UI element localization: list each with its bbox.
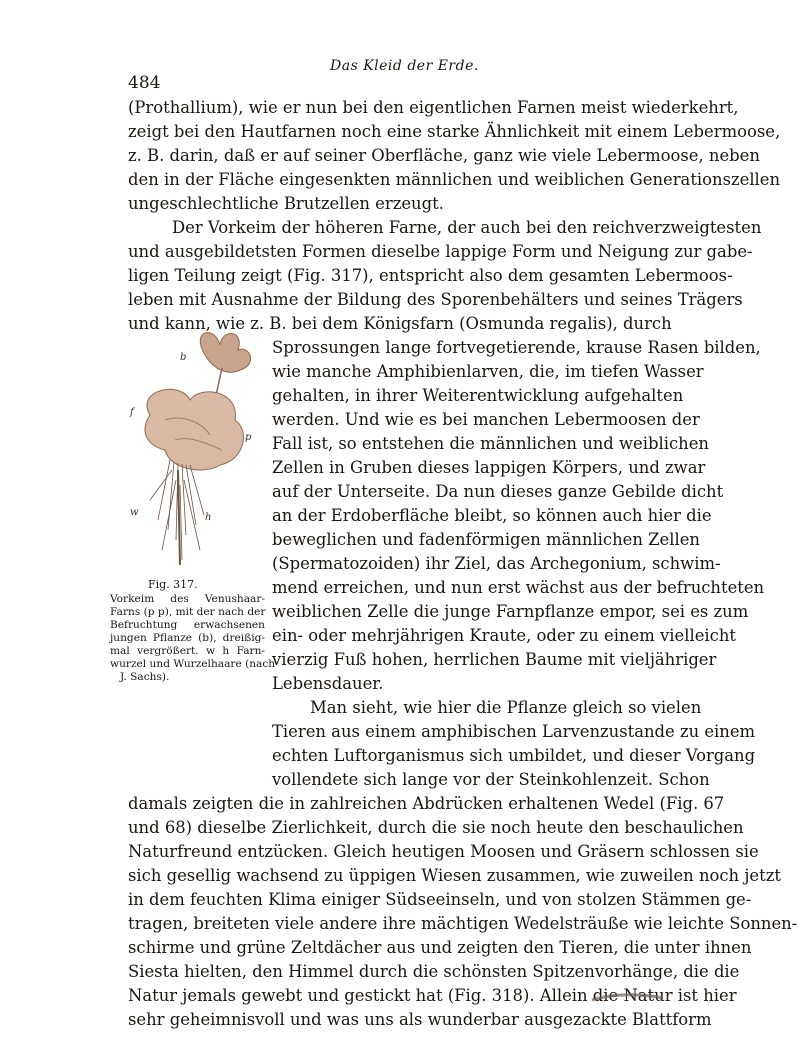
figure-letter-p: p [245,432,252,443]
text-line: wie manche Amphibienlarven, die, im tiefen Wasser [272,362,704,381]
text-line: in dem feuchten Klima einiger Südseeinseln, und von stolzen Stämmen ge- [128,890,752,909]
text-line: gehalten, in ihrer Weiterentwicklung aufgehalten [272,386,684,405]
text-line: mend erreichen, und nun erst wächst aus der befruchteten [272,578,765,597]
root-hairs [150,460,204,560]
figure-caption-line: jungen Pflanze (b), dreißig- [110,632,265,644]
text-line: Fall ist, so entstehen die männlichen und weiblichen [272,434,709,453]
figure-caption-line: J. Sachs). [120,671,170,683]
text-line: und ausgebildetsten Formen dieselbe lappige Form und Neigung zur gabe- [128,242,753,261]
figure-caption-line: Befruchtung erwachsenen [110,619,265,631]
scan-smudge [590,992,665,1002]
young-fern-leaf [200,333,250,400]
text-line: ligen Teilung zeigt (Fig. 317), entspricht also dem gesamten Lebermoos- [128,266,733,285]
text-line: ungeschlechtliche Brutzellen erzeugt. [128,194,444,213]
text-line: werden. Und wie es bei manchen Lebermoosen der [272,410,700,429]
text-line: und kann, wie z. B. bei dem Königsfarn (Osmunda regalis), durch [128,314,672,333]
text-line: schirme und grüne Zeltdächer aus und zeigten den Tieren, die unter ihnen [128,938,752,957]
text-line: beweglichen und fadenförmigen männlichen Zellen [272,530,700,549]
text-line: an der Erdoberfläche bleibt, so können auch hier die [272,506,712,525]
text-line: vollendete sich lange vor der Steinkohlenzeit. Schon [272,770,710,789]
figure-caption-line: Farns (p p), mit der nach der [110,606,266,618]
text-line: Naturfreund entzücken. Gleich heutigen Moosen und Gräsern schlossen sie [128,842,759,861]
text-line: Der Vorkeim der höheren Farne, der auch bei den reichverzweigtesten [172,218,762,237]
text-line: Lebensdauer. [272,674,384,693]
text-line: z. B. darin, daß er auf seiner Oberfläche, ganz wie viele Lebermoose, neben [128,146,760,165]
fern-prothallium-illustration [110,320,260,570]
text-line: Zellen in Gruben dieses lappigen Körpers, und zwar [272,458,706,477]
text-line: vierzig Fuß hohen, herrlichen Baume mit vieljähriger [272,650,717,669]
text-line: auf der Unterseite. Da nun dieses ganze Gebilde dicht [272,482,724,501]
text-line: Tieren aus einem amphibischen Larvenzustande zu einem [272,722,756,741]
prothallium-lobes [145,389,243,470]
figure-letter-w: w [130,507,139,518]
text-line: und 68) dieselbe Zierlichkeit, durch die sie noch heute den beschaulichen [128,818,744,837]
text-line: sehr geheimnisvoll und was uns als wunderbar ausgezackte Blattform [128,1010,712,1029]
text-line: Natur jemals gewebt und gestickt hat (Fig. 318). Allein die Natur ist hier [128,986,737,1005]
text-line: (Spermatozoiden) ihr Ziel, das Archegonium, schwim- [272,554,721,573]
figure-letter-f: f [130,407,134,418]
text-line: (Prothallium), wie er nun bei den eigentlichen Farnen meist wiederkehrt, [128,98,739,117]
figure-caption-line: Vorkeim des Venushaar- [110,593,265,605]
text-line: leben mit Ausnahme der Bildung des Sporenbehälters und seines Trägers [128,290,743,309]
figure-letter-h: h [205,512,212,523]
page-number: 484 [128,73,161,93]
text-line: den in der Fläche eingesenkten männlichen und weiblichen Generationszellen [128,170,781,189]
text-line: weiblichen Zelle die junge Farnpflanze empor, sei es zum [272,602,749,621]
text-line: Sprossungen lange fortvegetierende, krause Rasen bilden, [272,338,761,357]
figure-caption-line: mal vergrößert. w h Farn- [110,645,265,657]
figure-letter-b: b [180,352,187,363]
text-line: sich gesellig wachsend zu üppigen Wiesen zusammen, wie zuweilen noch jetzt [128,866,781,885]
figure-caption-line: wurzel und Wurzelhaare (nach [110,658,276,670]
text-line: Siesta hielten, den Himmel durch die schönsten Spitzenvorhänge, die die [128,962,740,981]
text-line: tragen, breiteten viele andere ihre mächtigen Wedelsträuße wie leichte Sonnen- [128,914,798,933]
text-line: echten Luftorganismus sich umbildet, und dieser Vorgang [272,746,756,765]
text-line: ein- oder mehrjährigen Kraute, oder zu einem vielleicht [272,626,736,645]
running-header: Das Kleid der Erde. [330,58,479,74]
text-line: damals zeigten die in zahlreichen Abdrücken erhaltenen Wedel (Fig. 67 [128,794,725,813]
text-line: zeigt bei den Hautfarnen noch eine starke Ähnlichkeit mit einem Lebermoose, [128,122,781,141]
figure-label: Fig. 317. [148,578,198,591]
text-line: Man sieht, wie hier die Pflanze gleich so vielen [310,698,702,717]
fern-root [178,470,180,565]
